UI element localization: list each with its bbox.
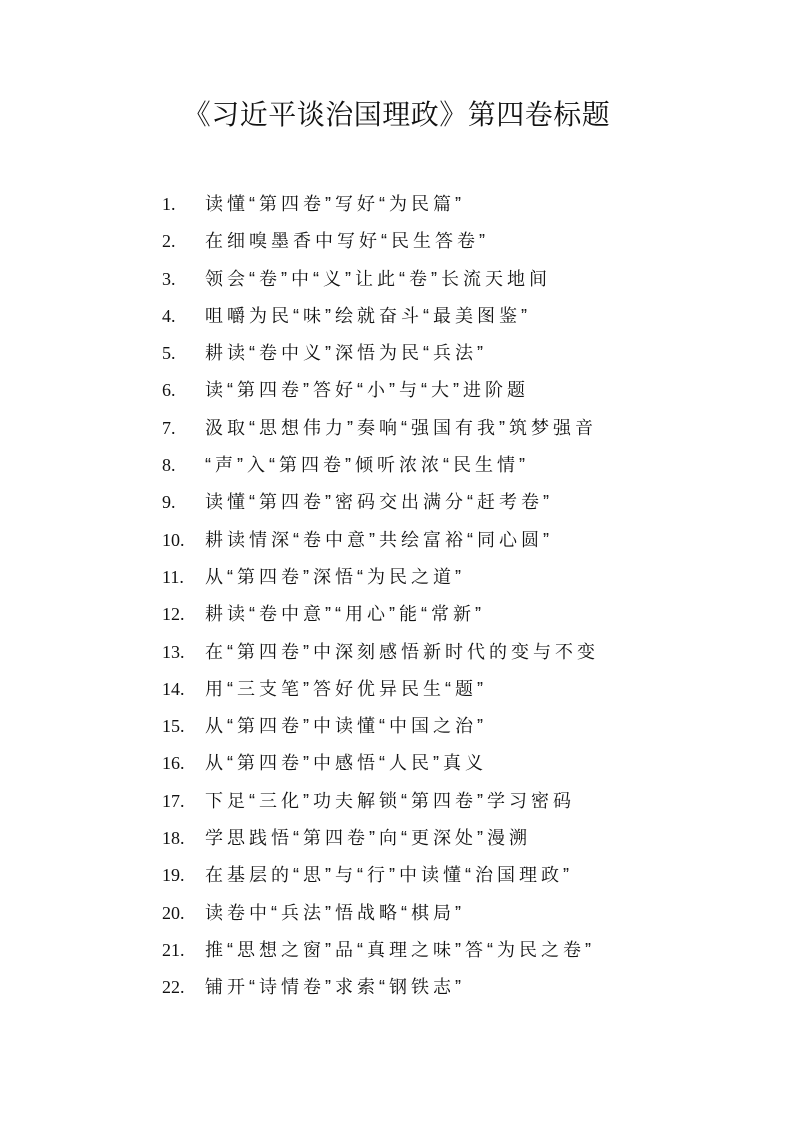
item-text: 学思践悟“第四卷”向“更深处”漫溯 [205,828,531,849]
item-text: 汲取“思想伟力”奏响“强国有我”筑梦强音 [205,417,597,438]
item-number: 9. [162,492,176,513]
list-item [162,413,599,450]
list-item [162,562,599,599]
item-text: 读懂“第四卷”写好“为民篇” [205,194,465,214]
item-number: 22. [162,977,185,998]
item-text: 在“第四卷”中深刻感悟新时代的变与不变 [205,641,599,662]
item-number: 18. [162,828,185,849]
list-item [162,599,599,636]
item-text: “声”入“第四卷”倾听浓浓“民生情” [205,455,529,476]
item-text: 耕读情深“卷中意”共绘富裕“同心圆” [205,529,553,550]
list-item [162,525,599,562]
item-number: 7. [162,417,176,438]
item-number: 15. [162,716,185,737]
document-title: 《习近平谈治国理政》第四卷标题 [182,100,611,131]
item-text: 咀嚼为民“味”绘就奋斗“最美图鉴” [205,305,531,326]
item-text: 从“第四卷”中读懂“中国之治” [205,716,487,737]
list-item [162,674,599,711]
item-text: 推“思想之窗”品“真理之味”答“为民之卷” [205,939,595,960]
item-text: 读“第四卷”答好“小”与“大”进阶题 [205,380,529,401]
item-text: 在细嗅墨香中写好“民生答卷” [205,231,489,252]
item-number: 10. [162,529,185,550]
item-number: 21. [162,939,185,960]
list-item [162,898,599,935]
item-number: 11. [162,566,184,587]
item-number: 8. [162,455,176,476]
list-item [162,264,599,301]
item-number: 12. [162,604,185,625]
item-number: 16. [162,753,185,774]
item-text: 在基层的“思”与“行”中读懂“治国理政” [205,865,573,886]
list-item [162,375,599,412]
list-item [162,786,599,823]
item-text: 读懂“第四卷”密码交出满分“赶考卷” [205,492,553,513]
item-number: 5. [162,343,176,364]
item-number: 13. [162,641,185,662]
title-list [162,189,599,1010]
list-item [162,972,599,1009]
item-number: 4. [162,305,176,326]
list-item [162,748,599,785]
item-number: 2. [162,231,176,252]
list-item [162,711,599,748]
list-item [162,637,599,674]
item-number: 3. [162,268,176,289]
item-text: 读卷中“兵法”悟战略“棋局” [205,902,465,923]
item-text: 用“三支笔”答好优异民生“题” [205,678,487,699]
item-number: 20. [162,902,185,923]
item-text: 领会“卷”中“义”让此“卷”长流天地间 [205,268,551,289]
list-item [162,226,599,263]
item-number: 19. [162,865,185,886]
list-item [162,301,599,338]
item-text: 耕读“卷中义”深悟为民“兵法” [205,343,487,364]
item-text: 从“第四卷”深悟“为民之道” [205,566,465,587]
item-text: 下足“三化”功夫解锁“第四卷”学习密码 [205,790,575,811]
list-item [162,189,599,226]
list-item [162,860,599,897]
list-item [162,487,599,524]
list-item [162,935,599,972]
list-item [162,450,599,487]
list-item [162,338,599,375]
list-item [162,823,599,860]
item-number: 1. [162,194,176,214]
item-number: 14. [162,678,185,699]
item-text: 铺开“诗情卷”求索“钢铁志” [205,977,465,998]
item-text: 耕读“卷中意”“用心”能“常新” [205,604,485,625]
item-number: 6. [162,380,176,401]
item-number: 17. [162,790,185,811]
item-text: 从“第四卷”中感悟“人民”真义 [205,753,487,774]
